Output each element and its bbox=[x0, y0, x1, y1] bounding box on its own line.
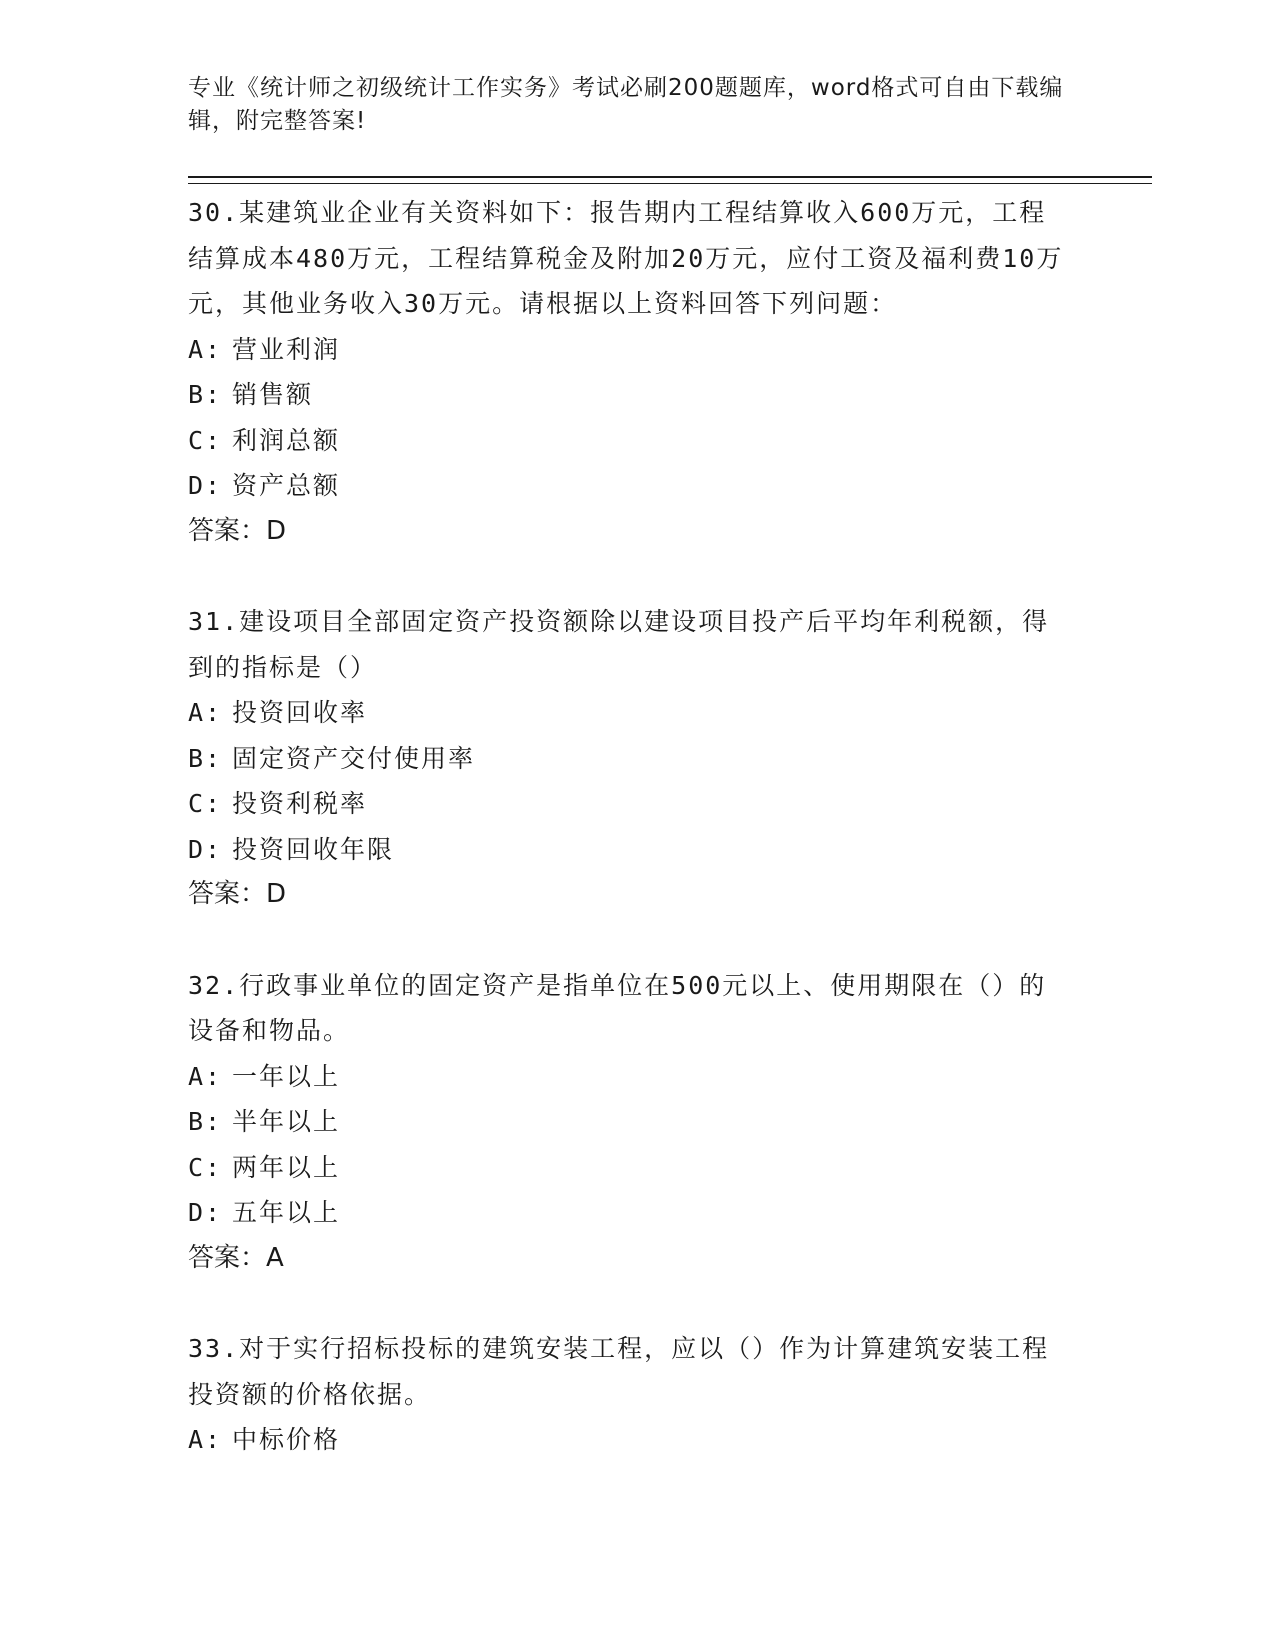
answer-line bbox=[188, 872, 1068, 918]
option-b bbox=[188, 1099, 1068, 1145]
question-30 bbox=[188, 190, 1068, 554]
spacer bbox=[188, 1281, 1068, 1326]
option-text: 投资利税率 bbox=[232, 789, 368, 818]
option-text: 销售额 bbox=[232, 380, 314, 409]
option-text: 两年以上 bbox=[232, 1152, 341, 1182]
option-d bbox=[188, 463, 1068, 509]
question-31 bbox=[188, 599, 1068, 918]
spacer bbox=[188, 554, 1068, 599]
option-letter: D: bbox=[188, 471, 223, 500]
option-b bbox=[188, 372, 1068, 418]
answer-label: 答案： bbox=[188, 879, 267, 909]
option-d bbox=[188, 827, 1068, 873]
option-letter: B: bbox=[188, 1107, 223, 1136]
option-text: 投资回收年限 bbox=[232, 834, 395, 864]
option-c bbox=[188, 1145, 1068, 1191]
answer-label: 答案： bbox=[188, 1242, 267, 1273]
option-letter: D: bbox=[188, 1198, 223, 1227]
option-a bbox=[188, 327, 1068, 373]
option-letter: C: bbox=[188, 789, 223, 818]
answer-value: D bbox=[266, 515, 287, 546]
question-stem: 32.行政事业单位的固定资产是指单位在500元以上、使用期限在（）的设备和物品。 bbox=[188, 970, 1047, 1045]
option-b bbox=[188, 736, 1068, 782]
header-divider bbox=[188, 176, 1152, 178]
option-letter: C: bbox=[188, 1152, 223, 1182]
option-text: 一年以上 bbox=[232, 1061, 341, 1091]
option-text: 固定资产交付使用率 bbox=[232, 743, 476, 773]
question-33 bbox=[188, 1326, 1068, 1463]
option-letter: A: bbox=[188, 334, 223, 364]
option-text: 中标价格 bbox=[232, 1425, 341, 1454]
header-divider-thin bbox=[188, 183, 1152, 184]
option-a bbox=[188, 690, 1068, 736]
option-letter: A: bbox=[188, 1061, 223, 1091]
answer-value: D bbox=[266, 879, 287, 909]
option-letter: A: bbox=[188, 698, 223, 727]
option-letter: C: bbox=[188, 425, 223, 455]
question-list bbox=[188, 190, 1068, 1463]
answer-label: 答案： bbox=[188, 515, 267, 546]
option-text: 资产总额 bbox=[232, 471, 341, 500]
option-text: 营业利润 bbox=[232, 334, 341, 364]
option-text: 利润总额 bbox=[232, 425, 341, 455]
option-c bbox=[188, 418, 1068, 464]
option-d bbox=[188, 1190, 1068, 1236]
question-stem: 33.对于实行招标投标的建筑安装工程，应以（）作为计算建筑安装工程投资额的价格依据。 bbox=[188, 1334, 1050, 1409]
answer-line bbox=[188, 509, 1068, 555]
spacer bbox=[188, 918, 1068, 963]
option-letter: B: bbox=[188, 380, 223, 409]
option-letter: B: bbox=[188, 743, 223, 773]
question-stem: 30.某建筑业企业有关资料如下：报告期内工程结算收入600万元，工程结算成本480万元，工程结算税金及附加20万元，应付工资及福利费10万元，其他业务收入30万元。请根据以上资料回答下列问题： bbox=[188, 198, 1064, 318]
answer-value: A bbox=[266, 1242, 284, 1273]
option-a bbox=[188, 1417, 1068, 1463]
option-letter: A: bbox=[188, 1425, 223, 1454]
option-c bbox=[188, 781, 1068, 827]
option-text: 五年以上 bbox=[232, 1198, 341, 1227]
option-a bbox=[188, 1054, 1068, 1100]
answer-line bbox=[188, 1236, 1068, 1282]
question-stem: 31.建设项目全部固定资产投资额除以建设项目投产后平均年利税额，得到的指标是（） bbox=[188, 607, 1050, 682]
question-32 bbox=[188, 963, 1068, 1282]
option-letter: D: bbox=[188, 834, 223, 864]
option-text: 半年以上 bbox=[232, 1107, 341, 1136]
option-text: 投资回收率 bbox=[232, 698, 368, 727]
document-header: 专业《统计师之初级统计工作实务》考试必刷200题题库，word格式可自由下载编辑，附完整答案! bbox=[188, 75, 1064, 134]
